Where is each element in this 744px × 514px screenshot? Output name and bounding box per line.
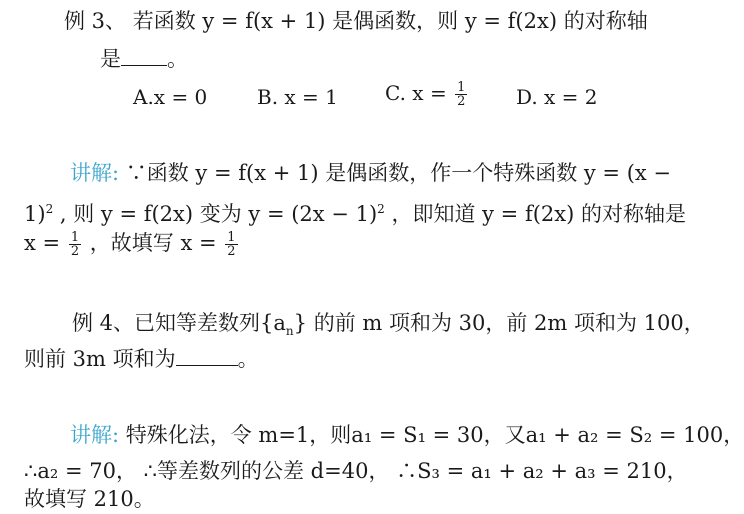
- example4-line2-suffix: 。: [237, 347, 259, 371]
- fraction-denominator: 2: [457, 94, 466, 109]
- explanation3-text2a: 1): [24, 202, 46, 226]
- option-a: [133, 84, 207, 110]
- example4-text1b: } 的前 m 项和为 30，前 2m 项和为 100，: [293, 311, 705, 335]
- exponent: 2: [377, 202, 385, 216]
- explanation3-text3b: ，故填写 x =: [83, 231, 217, 255]
- subscript: n: [285, 324, 294, 339]
- option-d-text: D. x = 2: [516, 85, 598, 109]
- option-c-fraction: [455, 81, 467, 108]
- explanation-label: 讲解:: [70, 423, 120, 447]
- example4-question-line2: [24, 346, 259, 372]
- explanation4-text1: 特殊化法，令 m=1，则a₁ = S₁ = 30，又a₁ + a₂ = S₂ = 100，: [119, 423, 744, 447]
- explanation3-line3: [24, 230, 240, 258]
- explanation3-text1: ∵函数 y = f(x + 1) 是偶函数，作一个特殊函数 y = (x −: [119, 161, 672, 185]
- example3-question-line1: [64, 8, 648, 34]
- fraction: [225, 231, 237, 258]
- explanation4-text3: 故填写 210。: [24, 487, 155, 511]
- example4-question-line1: [72, 310, 705, 344]
- example3-line2-suffix: 。: [167, 47, 188, 71]
- fraction-numerator: 1: [70, 230, 80, 245]
- explanation3-line2: [24, 196, 686, 227]
- option-c: [385, 80, 469, 108]
- fraction: [69, 231, 81, 258]
- answer-blank: [121, 47, 167, 66]
- explanation3-line1: [70, 160, 671, 186]
- explanation4-line2: [24, 458, 688, 484]
- explanation4-line3: [24, 486, 155, 512]
- example3-line2-prefix: 是: [100, 47, 121, 71]
- option-d: [516, 84, 598, 110]
- explanation4-text2: ∴a₂ = 70， ∴等差数列的公差 d=40， ∴S₃ = a₁ + a₂ + a₃ = 210，: [24, 459, 688, 483]
- exponent: 2: [45, 202, 54, 216]
- option-c-text: C. x =: [385, 81, 447, 105]
- explanation-label: 讲解:: [70, 161, 120, 185]
- option-b: [257, 84, 338, 110]
- example3-text: 例 3、 若函数 y = f(x + 1) 是偶函数，则 y = f(2x) 的对称轴: [64, 9, 648, 33]
- explanation3-text2b: , 则 y = f(2x) 变为 y = (2x − 1): [53, 202, 378, 226]
- explanation4-line1: [70, 422, 744, 448]
- fraction-numerator: 1: [457, 80, 466, 95]
- example3-question-line2: [100, 46, 188, 72]
- explanation3-text2c: ，即知道 y = f(2x) 的对称轴是: [384, 202, 686, 226]
- fraction-numerator: 1: [227, 230, 236, 245]
- option-b-text: B. x = 1: [257, 85, 338, 109]
- answer-blank: [176, 347, 238, 366]
- fraction-denominator: 2: [227, 244, 236, 259]
- example4-text1a: 例 4、已知等差数列{a: [72, 311, 286, 335]
- fraction-denominator: 2: [70, 244, 80, 259]
- explanation3-text3a: x =: [24, 231, 61, 255]
- example4-text2: 则前 3m 项和为: [24, 347, 176, 371]
- option-a-text: A.x = 0: [133, 85, 208, 109]
